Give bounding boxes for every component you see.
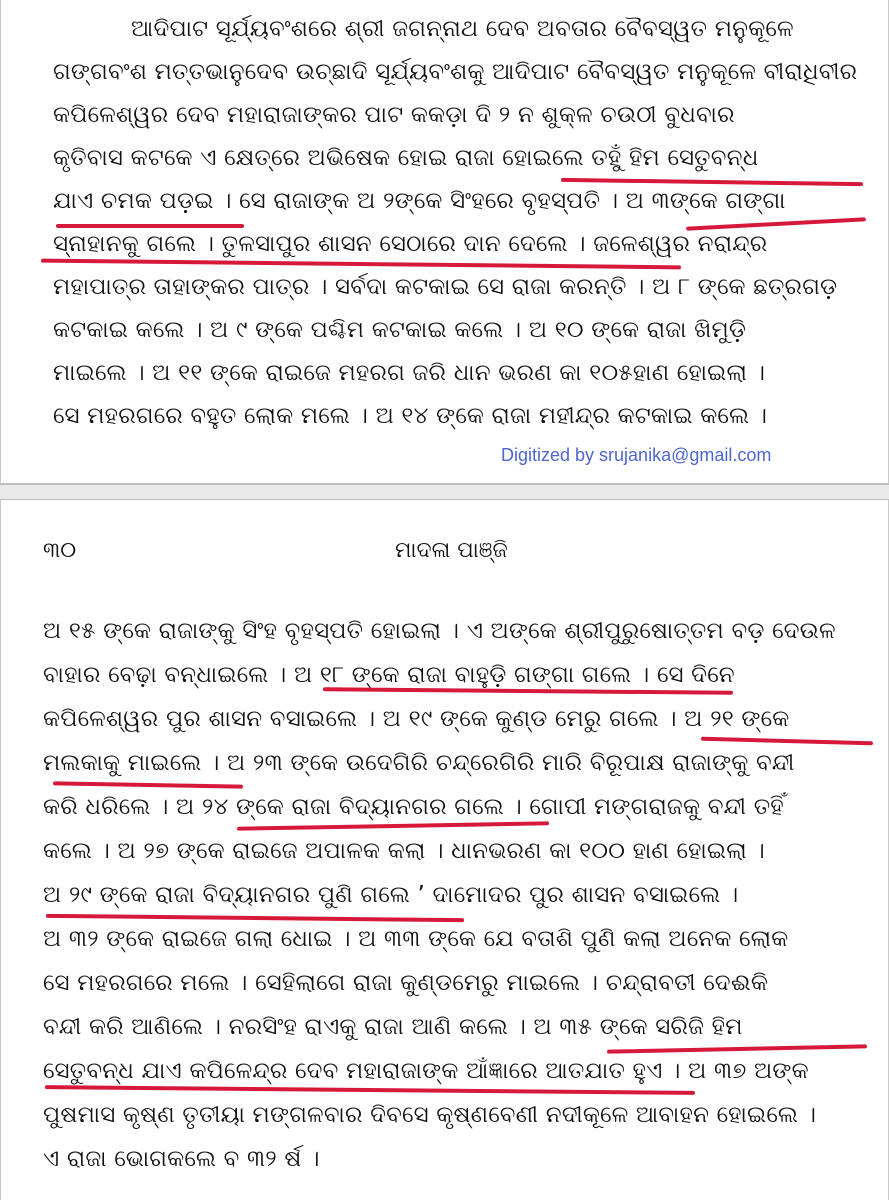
highlight-underline: [607, 1044, 867, 1053]
top-text-line-7: ମହାପାତ୍ର ତାହାଙ୍କର ପାତ୍ର । ସର୍ବଦା କଟକାଇ ସେ ରାଜା କରନ୍ତି । ଅ ୮ ଙ୍କେ ଛତ୍ରଗଡ଼: [53, 274, 838, 300]
top-page: [0, 0, 889, 484]
highlight-underline: [701, 737, 873, 746]
top-text-line-8: କଟକାଇ କଲେ । ଅ ୯ ଙ୍କେ ପଶ୍ଚିମ କଟକାଇ କଲେ । ଅ ୧୦ ଙ୍କେ ରାଜା ଖିମୁଡ଼ି: [53, 317, 747, 343]
top-text-line-3: କପିଳେଶ୍ୱର ଦେବ ମହାରାଜାଙ୍କର ପାଟ କକଡ଼ା ଦି ୨ ନ ଶୁକ୍ଳ ଚଉଠୀ ବୁଧବାର: [53, 102, 735, 128]
top-text-line-9: ମାଇଲେ । ଅ ୧୧ ଙ୍କେ ରାଇଜେ ମହରଗ ଜରି ଧାନ ଭରଣ କା ୧୦୫ହାଣ ହୋଇଲା ।: [53, 360, 766, 386]
bottom-text-line-6: କଲେ । ଅ ୨୭ ଙ୍କେ ରାଇଜେ ଅପାଳକ କଲା । ଧାନଭରଣ କା ୧୦୦ ହାଣ ହୋଇଲା ।: [43, 838, 765, 864]
bottom-text-line-12: ପୁଷମାସ କୃଷ୍ଣ ତୃତୀୟା ମଙ୍ଗଳବାର ଦିବସେ କୃଷ୍ଣବେଣୀ ନଦୀକୂଳେ ଆବାହନ ହୋଇଲେ ।: [43, 1102, 817, 1128]
top-text-line-5: ଯାଏ ଚମକ ପଡ଼ଇ । ସେ ରାଜାଙ୍କ ଅ ୨ଙ୍କେ ସିଂହରେ ବୃହସ୍ପତି । ଅ ୩ଙ୍କେ ଗଙ୍ଗା: [53, 188, 786, 214]
top-text-line-4: କୃତିବାସ କଟକେ ଏ କ୍ଷେତ୍ରେ ଅଭିଷେକ ହୋଇ ରାଜା ହୋଇଲେ ତହୁଁ ହିମ ସେତୁବନ୍ଧ: [53, 145, 759, 171]
digitized-watermark: Digitized by srujanika@gmail.com: [501, 445, 772, 465]
highlight-underline: [41, 259, 681, 270]
bottom-text-line-1: ଅ ୧୫ ଙ୍କେ ରାଜାଙ୍କୁ ସିଂହ ବୃହସ୍ପତି ହୋଇଲା । ଏ ଅଙ୍କେ ଶ୍ରୀପୁରୁଷୋତ୍ତମ ବଡ଼ ଦେଉଳ: [43, 618, 836, 644]
bottom-text-line-7: ଅ ୨୯ ଙ୍କେ ରାଜା ବିଦ୍ୟାନଗର ପୁଣି ଗଲେ ’ ଦାମୋଦର ପୁର ଶାସନ ବସାଇଲେ ।: [43, 882, 739, 908]
top-text-line-1: ଆଦିପାଟ ସୂର୍ଯ୍ୟବଂଶରେ ଶ୍ରୀ ଜଗନ୍ନାଥ ଦେବ ଅବତାର ବୈବସ୍ୱତ ମନୁକୂଳେ: [131, 16, 794, 42]
bottom-text-line-10: ବନ୍ଦୀ କରି ଆଣିଲେ । ନରସିଂହ ରାଏକୁ ରାଜା ଆଣି କଲେ । ଅ ୩୫ ଙ୍କେ ସରିଜି ହିମ: [43, 1014, 743, 1040]
bottom-page: [0, 500, 889, 1200]
top-text-line-2: ଗଙ୍ଗବଂଶ ମତ୍ତଭାନୁଦେବ ଉଚ୍ଛାଦି ସୂର୍ଯ୍ୟବଂଶକୁ ଆଦିପାଟ ବୈବସ୍ୱତ ମନୁକୂଳେ ବୀରାଧିବୀର: [53, 59, 858, 85]
highlight-underline: [45, 1085, 695, 1095]
running-title: ମାଦଳା ପାଞ୍ଜି: [395, 538, 508, 563]
highlight-underline: [56, 224, 244, 228]
highlight-underline: [53, 781, 243, 788]
page-separator: [0, 484, 889, 500]
page-number: ୩୦: [43, 538, 77, 563]
bottom-text-line-8: ଅ ୩୨ ଙ୍କେ ରାଇଜେ ଗଲା ଧୋଇ । ଅ ୩୩ ଙ୍କେ ଯେ ବତାଶି ପୁଣି କଲା ଅନେକ ଲୋକ: [43, 926, 789, 952]
highlight-underline: [561, 178, 863, 186]
top-text-line-6: ସ୍ନାହାନକୁ ଗଲେ । ତୁଳସାପୁର ଶାସନ ସେଠାରେ ଦାନ ଦେଲେ । ଜଳେଶ୍ୱର ନରାନ୍ଦ୍ର: [53, 231, 768, 257]
bottom-text-line-9: ସେ ମହରଗରେ ମଲେ । ସେହିଲାଗେ ରାଜା କୁଣ୍ଡମେରୁ ମାଇଲେ । ଚନ୍ଦ୍ରାବତୀ ଦେଈକି: [43, 970, 769, 996]
bottom-text-line-5: କରି ଧରିଲେ । ଅ ୨୪ ଙ୍କେ ରାଜା ବିଦ୍ୟାନଗର ଗଲେ । ଗୋପୀ ମଙ୍ଗରାଜକୁ ବନ୍ଦୀ ତହିଁ: [43, 794, 784, 820]
highlight-underline: [46, 914, 464, 922]
bottom-text-line-2: ବାହାର ବେଢ଼ା ବନ୍ଧାଇଲେ । ଅ ୧୮ ଙ୍କେ ରାଜା ବାହୁଡ଼ି ଗଙ୍ଗା ଗଲେ । ସେ ଦିନେ: [43, 662, 735, 688]
highlight-underline: [237, 821, 549, 830]
highlight-underline: [686, 217, 866, 230]
top-text-line-10: ସେ ମହରଗରେ ବହୁତ ଲୋକ ମଲେ । ଅ ୧୪ ଙ୍କେ ରାଜା ମହୀନ୍ଦ୍ର କଟକାଇ କଲେ ।: [53, 403, 768, 429]
bottom-text-line-4: ମଲକାକୁ ମାଇଲେ । ଅ ୨୩ ଙ୍କେ ଉଦେଗିରି ଚନ୍ଦ୍ରେଗିରି ମାରି ବିରୂପାକ୍ଷ ରାଜାଙ୍କୁ ବନ୍ଦୀ: [43, 750, 795, 776]
bottom-text-line-3: କପିଳେଶ୍ୱର ପୁର ଶାସନ ବସାଇଲେ । ଅ ୧୯ ଙ୍କେ କୁଣ୍ଡ ମେରୁ ଗଲେ । ଅ ୨୧ ଙ୍କେ: [43, 706, 790, 732]
bottom-text-line-13: ଏ ରାଜା ଭୋଗକଲେ ବ ୩୨ ର୍ଷ ।: [43, 1146, 320, 1172]
bottom-text-line-11: ସେତୁବନ୍ଧ ଯାଏ କପିଳେନ୍ଦ୍ର ଦେବ ମହାରାଜାଙ୍କ ଆଁଜ୍ଞାରେ ଆତଯାତ ହୁଏ । ଅ ୩୭ ଅଙ୍କ: [43, 1058, 809, 1084]
